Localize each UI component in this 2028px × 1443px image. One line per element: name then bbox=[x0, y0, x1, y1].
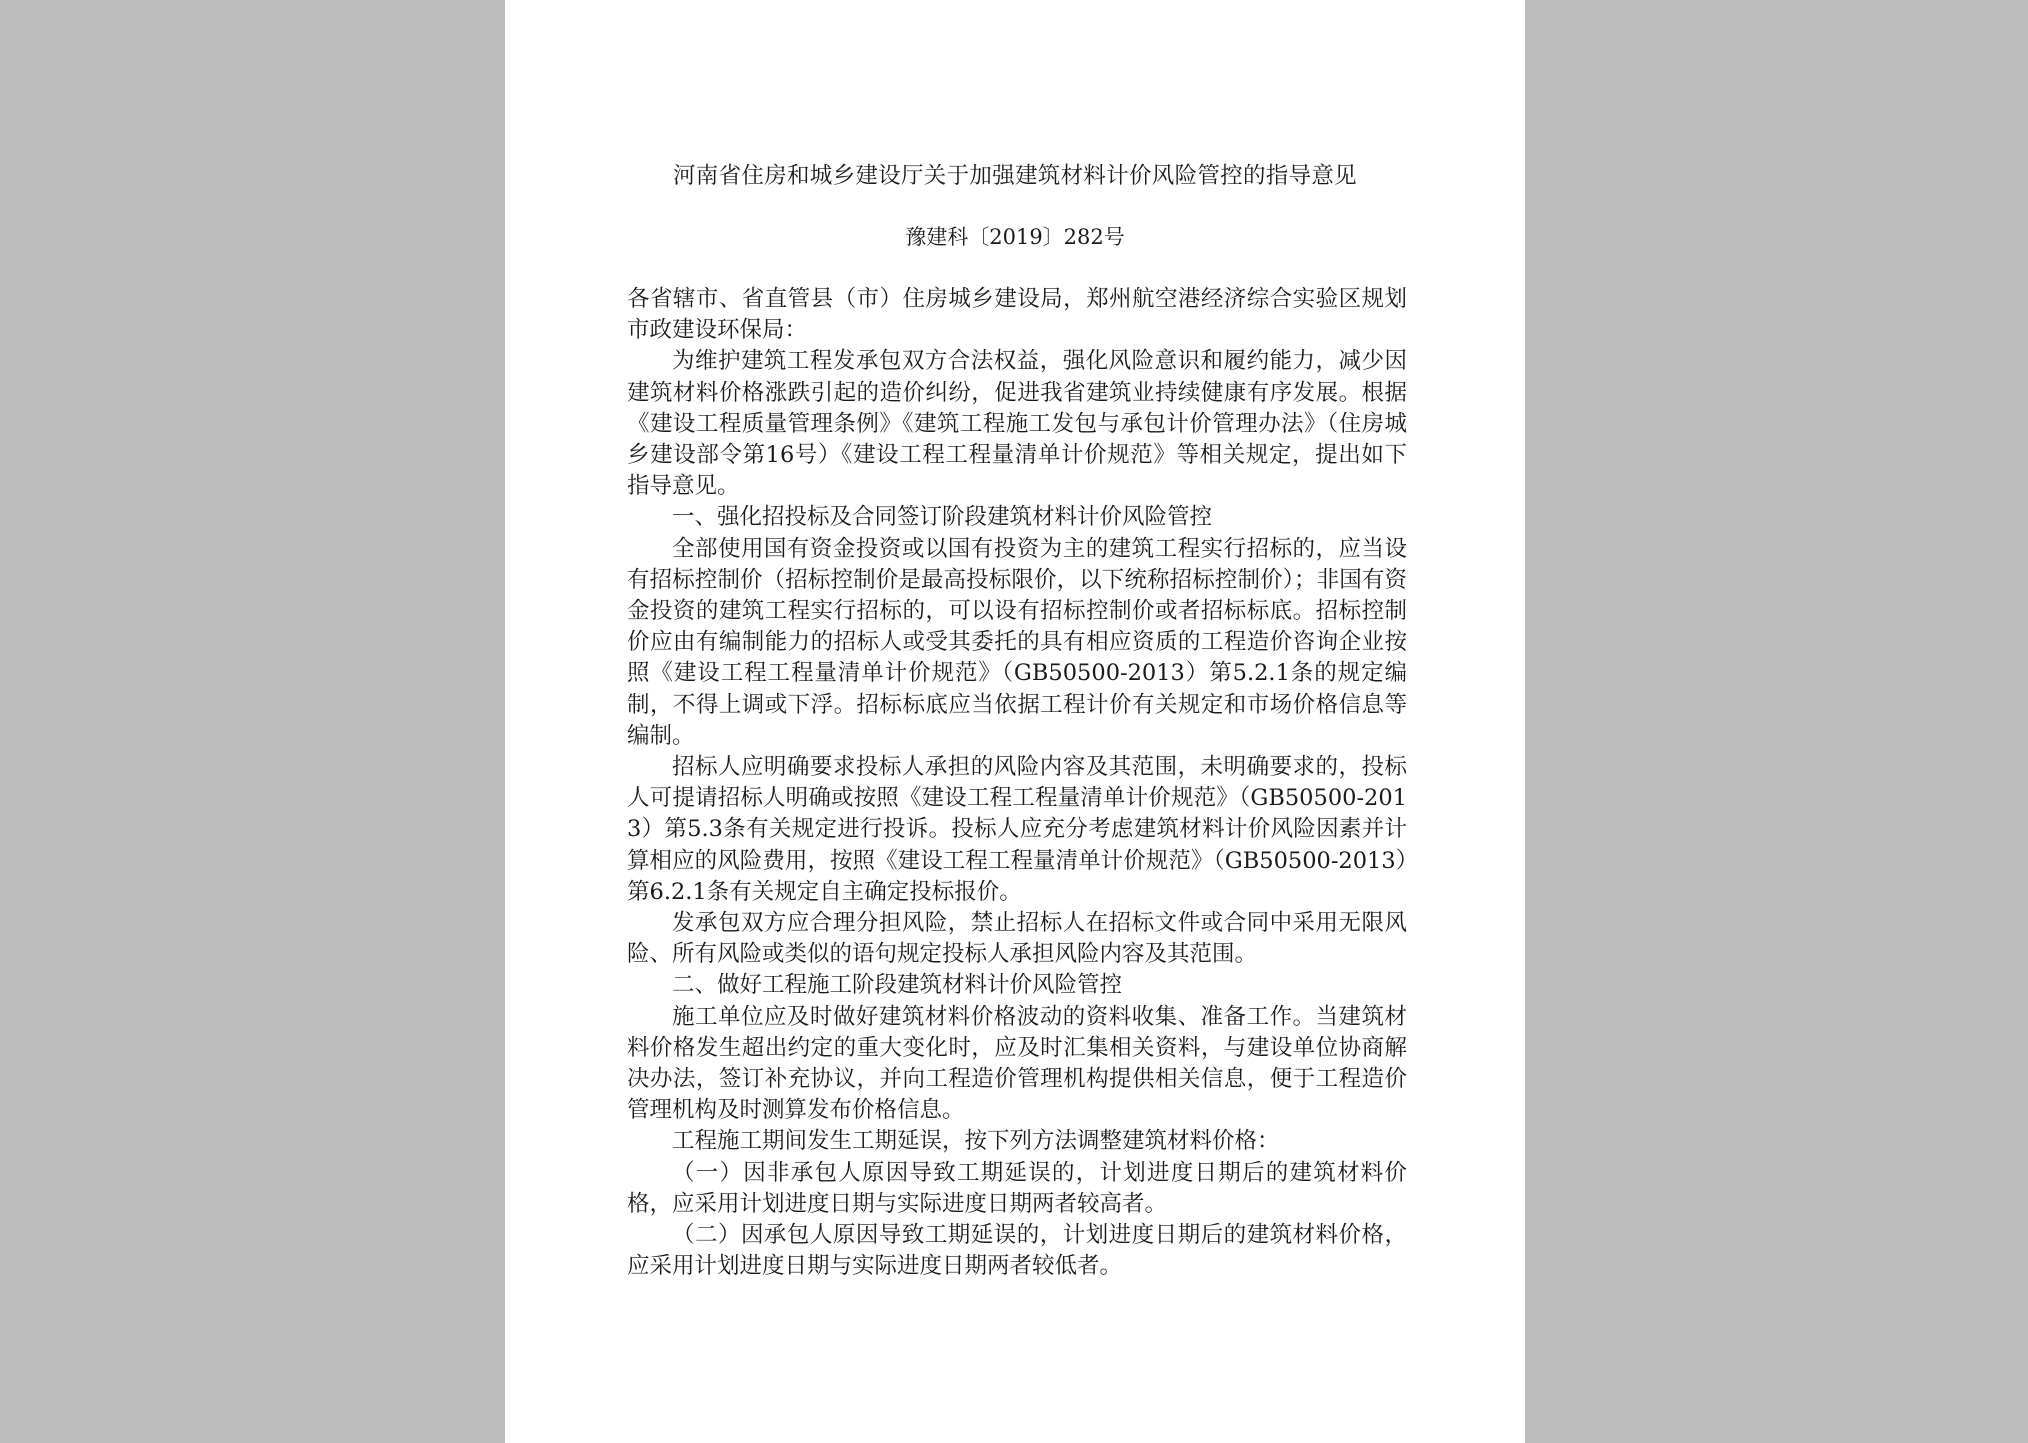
document-title: 河南省住房和城乡建设厅关于加强建筑材料计价风险管控的指导意见 bbox=[672, 163, 1357, 189]
paragraph-intro: 为维护建筑工程发承包双方合法权益，强化风险意识和履约能力，减少因建筑材料价格涨跌引起的造价纠纷，促进我省建筑业持续健康有序发展。根据《建设工程质量管理条例》《建筑工程施工发包与承包计价管理办法》（住房城乡建设部令第16号）《建设工程工程量清单计价规范》等相关规定，提出如下指导意见。 bbox=[627, 348, 1407, 500]
document-body bbox=[627, 284, 1407, 1283]
paragraph-delay-adjustment: 工程施工期间发生工期延误，按下列方法调整建筑材料价格： bbox=[672, 1128, 1280, 1155]
paragraph-item-1: （一）因非承包人原因导致工期延误的，计划进度日期后的建筑材料价格，应采用计划进度日期与实际进度日期两者较高者。 bbox=[627, 1159, 1407, 1217]
section-heading-1: 一、强化招投标及合同签订阶段建筑材料计价风险管控 bbox=[672, 504, 1213, 531]
document-page bbox=[505, 0, 1525, 1443]
paragraph-item-2: （二）因承包人原因导致工期延误的，计划进度日期后的建筑材料价格，应采用计划进度日期与实际进度日期两者较低者。 bbox=[627, 1222, 1407, 1280]
section-heading-2: 二、做好工程施工阶段建筑材料计价风险管控 bbox=[672, 972, 1123, 999]
paragraph-bidder-risk: 招标人应明确要求投标人承担的风险内容及其范围，未明确要求的，投标人可提请招标人明确或按照《建设工程工程量清单计价规范》（GB50500-2013）第5.3条有关规定进行投诉。投标人应充分考虑建筑材料计价风险因素并计算相应的风险费用，按照《建设工程工程量清单计价规范》（GB50500-2013）第6.2.1条有关规定自主确定投标报价。 bbox=[627, 754, 1407, 905]
paragraph-construction-unit: 施工单位应及时做好建筑材料价格波动的资料收集、准备工作。当建筑材料价格发生超出约定的重大变化时，应及时汇集相关资料，与建设单位协商解决办法，签订补充协议，并向工程造价管理机构提供相关信息，便于工程造价管理机构及时测算发布价格信息。 bbox=[627, 1003, 1407, 1124]
paragraph-risk-sharing: 发承包双方应合理分担风险，禁止招标人在招标文件或合同中采用无限风险、所有风险或类似的语句规定投标人承担风险内容及其范围。 bbox=[627, 910, 1407, 968]
addressee: 各省辖市、省直管县（市）住房城乡建设局，郑州航空港经济综合实验区规划市政建设环保局： bbox=[627, 286, 1407, 344]
paragraph-tender-control-price: 全部使用国有资金投资或以国有投资为主的建筑工程实行招标的，应当设有招标控制价（招标控制价是最高投标限价，以下统称招标控制价）；非国有资金投资的建筑工程实行招标的，可以设有招标控制价或者招标标底。招标控制价应由有编制能力的招标人或受其委托的具有相应资质的工程造价咨询企业按照《建设工程工程量清单计价规范》（GB50500-2013）第5.2.1条的规定编制，不得上调或下浮。招标标底应当依据工程计价有关规定和市场价格信息等编制。 bbox=[627, 535, 1407, 749]
document-number: 豫建科〔2019〕282号 bbox=[905, 225, 1125, 249]
